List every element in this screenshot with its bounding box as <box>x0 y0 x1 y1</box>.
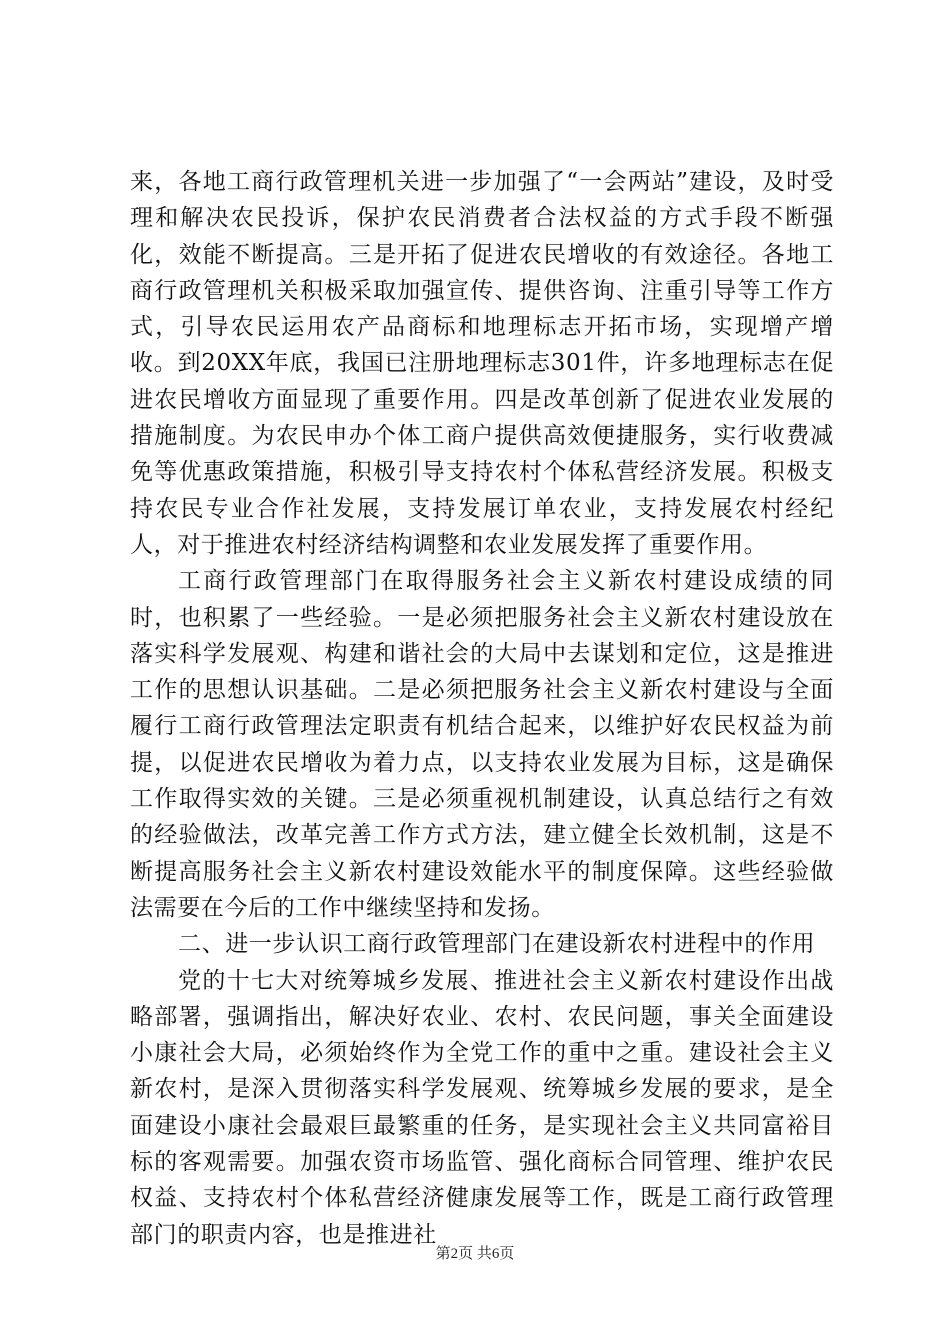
paragraph-2: 工商行政管理部门在取得服务社会主义新农村建设成绩的同时，也积累了一些经验。一是必须把服务社会主义新农村建设放在落实科学发展观、构建和谐社会的大局中去谋划和定位，这是推进工作的思想认识基础。二是必须把服务社会主义新农村建设与全面履行工商行政管理法定职责有机结合起来，以维护好农民权益为前提，以促进农民增收为着力点，以支持农业发展为目标，这是确保工作取得实效的关键。三是必须重视机制建设，认真总结行之有效的经验做法，改革完善工作方式方法，建立健全长效机制，这是不断提高服务社会主义新农村建设效能水平的制度保障。这些经验做法需要在今后的工作中继续坚持和发扬。 <box>130 568 834 921</box>
section-heading: 二、进一步认识工商行政管理部门在建设新农村进程中的作用 <box>178 931 816 958</box>
document-body <box>130 164 834 1253</box>
paragraph-1: 来，各地工商行政管理机关进一步加强了“一会两站”建设，及时受理和解决农民投诉，保护农民消费者合法权益的方式手段不断强化，效能不断提高。三是开拓了促进农民增收的有效途径。各地工商行政管理机关积极采取加强宣传、提供咨询、注重引导等工作方式，引导农民运用农产品商标和地理标志开拓市场，实现增产增收。到20XX年底，我国已注册地理标志301件，许多地理标志在促进农民增收方面显现了重要作用。四是改革创新了促进农业发展的措施制度。为农民申办个体工商户提供高效便捷服务，实行收费减免等优惠政策措施，积极引导支持农村个体私营经济发展。积极支持农民专业合作社发展，支持发展订单农业，支持发展农村经纪人，对于推进农村经济结构调整和农业发展发挥了重要作用。 <box>130 169 834 558</box>
paragraph-3: 党的十七大对统筹城乡发展、推进社会主义新农村建设作出战略部署，强调指出，解决好农业、农村、农民问题，事关全面建设小康社会大局，必须始终作为全党工作的重中之重。建设社会主义新农村，是深入贯彻落实科学发展观、统筹城乡发展的要求，是全面建设小康社会最艰巨最繁重的任务，是实现社会主义共同富裕目标的客观需要。加强农资市场监管、强化商标合同管理、维护农民权益、支持农村个体私营经济健康发展等工作，既是工商行政管理部门的职责内容，也是推进社 <box>130 967 834 1248</box>
page-number-footer: 第2页 共6页 <box>435 1246 515 1262</box>
